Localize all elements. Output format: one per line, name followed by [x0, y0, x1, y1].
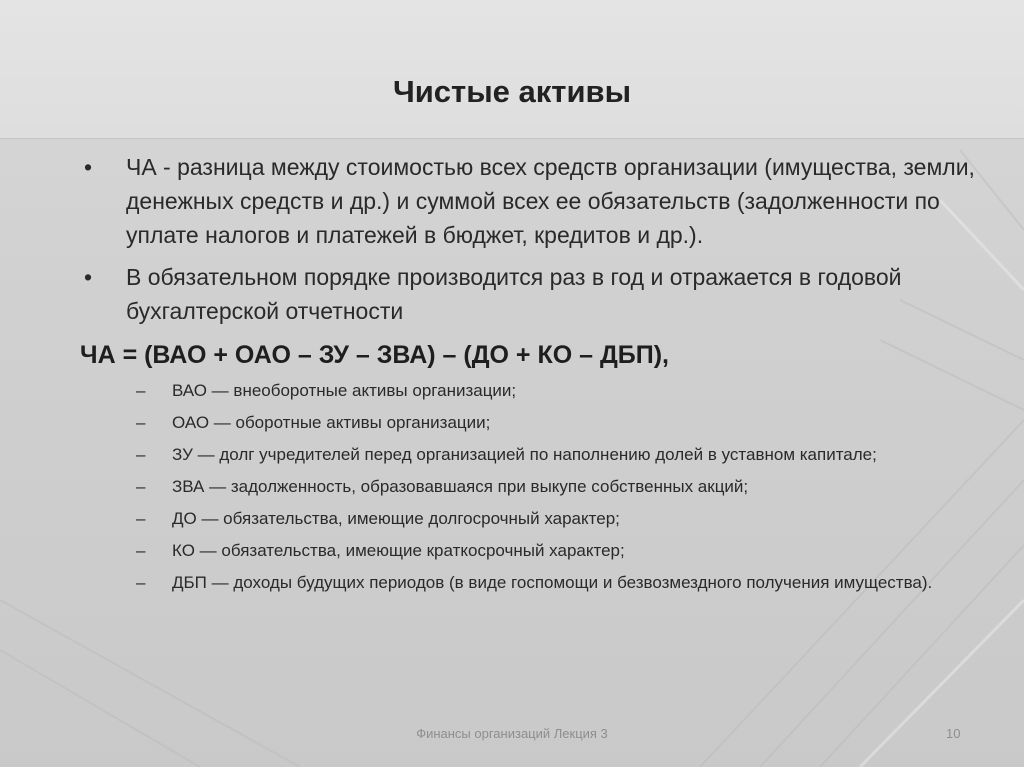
net-assets-formula: ЧА = (ВАО + ОАО – ЗУ – ЗВА) – (ДО + КО – ДБП), — [80, 341, 669, 369]
bullet-mark: • — [84, 264, 93, 290]
dash-mark: – — [136, 509, 146, 528]
definition-item — [80, 378, 992, 404]
definition-item — [80, 538, 992, 564]
definition-item — [80, 474, 992, 500]
definition-text: ДО — обязательства, имеющие долгосрочный характер; — [172, 509, 620, 528]
definition-text: ДБП — доходы будущих периодов (в виде госпомощи и безвозмездного получения имущества). — [172, 573, 933, 592]
dash-mark: – — [136, 445, 146, 464]
definition-item — [80, 410, 992, 436]
dash-mark: – — [136, 381, 146, 400]
bullet-definition — [80, 150, 992, 252]
definition-text: ЗУ — долг учредителей перед организацией по наполнению долей в уставном капитале; — [172, 445, 877, 464]
bullet-text: ЧА - разница между стоимостью всех средств организации (имущества, земли, денежных средств и др.) и суммой всех ее обязательств (задолженности по уплате налогов и платежей в бюджет, кредитов и др.). — [126, 154, 975, 248]
page-number: 10 — [946, 726, 961, 741]
slide-content — [80, 150, 992, 602]
dash-mark: – — [136, 573, 146, 592]
footer-text: Финансы организаций Лекция 3 — [416, 726, 608, 741]
definition-item — [80, 442, 992, 468]
definition-text: ОАО — оборотные активы организации; — [172, 413, 491, 432]
bullet-mark: • — [84, 154, 93, 180]
definition-text: ВАО — внеоборотные активы организации; — [172, 381, 517, 400]
dash-mark: – — [136, 541, 146, 560]
bullet-text: В обязательном порядке производится раз в год и отражается в годовой бухгалтерской отчетности — [126, 264, 902, 324]
definition-item — [80, 570, 992, 596]
dash-mark: – — [136, 413, 146, 432]
dash-mark: – — [136, 477, 146, 496]
definition-text: ЗВА — задолженность, образовавшаяся при выкупе собственных акций; — [172, 477, 749, 496]
definition-item — [80, 506, 992, 532]
bullet-frequency — [80, 260, 992, 328]
slide-title: Чистые активы — [392, 74, 632, 109]
title-band — [0, 0, 1024, 139]
definition-text: КО — обязательства, имеющие краткосрочный характер; — [172, 541, 625, 560]
